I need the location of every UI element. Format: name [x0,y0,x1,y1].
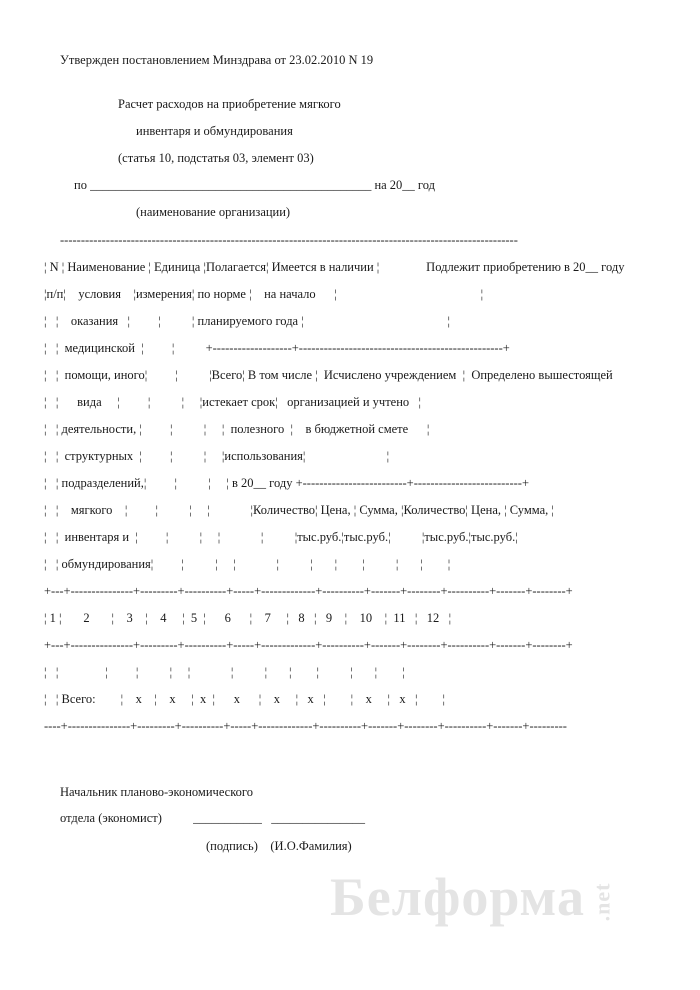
approval-note: Утвержден постановлением Минздрава от 23.02.2010 N 19 [60,53,374,67]
table-line: -------------------------------------------------------------------------------------------------------------- [60,233,518,247]
period-line: по _____________________________________________ на 20__ год [74,178,435,192]
table-line: ¦п/п¦ условия ¦измерения¦ по норме ¦ на начало ¦ ¦ [44,287,484,301]
table-line: ¦ ¦ оказания ¦ ¦ ¦ планируемого года ¦ ¦ [44,314,450,328]
belforma-watermark [330,866,624,928]
table-line: ¦ ¦ медицинской ¦ ¦ +-------------------+-------------------------------------------------+ [44,341,510,355]
organization-caption: (наименование организации) [136,205,291,219]
table-line: +---+---------------+---------+----------+-----+-------------+----------+-------+--------+----------+-------+--------+ [44,584,573,598]
signature-position-line2: отдела (экономист) ___________ _______________ [60,811,366,825]
table-line: ¦ ¦ ¦ ¦ ¦ ¦ ¦ ¦ ¦ ¦ ¦ ¦ ¦ [44,665,405,679]
table-line: ¦ ¦ структурных ¦ ¦ ¦ ¦использования¦ ¦ [44,449,390,463]
table-line: ¦ ¦ деятельности, ¦ ¦ ¦ ¦ полезного ¦ в бюджетной смете ¦ [44,422,430,436]
signature-position-line1: Начальник планово-экономического [60,785,253,799]
watermark-main: Белформа [330,867,585,927]
table-line: +---+---------------+---------+----------+-----+-------------+----------+-------+--------+----------+-------+--------+ [44,638,573,652]
table-line: ¦ 1 ¦ 2 ¦ 3 ¦ 4 ¦ 5 ¦ 6 ¦ 7 ¦ 8 ¦ 9 ¦ 10 ¦ 11 ¦ 12 ¦ [44,611,452,625]
title-line-3: (статья 10, подстатья 03, элемент 03) [118,151,314,165]
title-line-1: Расчет расходов на приобретение мягкого [118,97,341,111]
table-line: ¦ ¦ вида ¦ ¦ ¦ ¦истекает срок¦ организацией и учтено ¦ [44,395,422,409]
table-line: ¦ ¦ подразделений,¦ ¦ ¦ ¦ в 20__ году +-------------------------+--------------------------+ [44,476,530,490]
table-line: ¦ N ¦ Наименование ¦ Единица ¦Полагается¦ Имеется в наличии ¦ Подлежит приобретению в 20__ году [44,260,625,274]
table-line: ¦ ¦ помощи, иного¦ ¦ ¦Всего¦ В том числе ¦ Исчислено учреждением ¦ Определено вышестоящей [44,368,613,382]
table-line: ¦ ¦ обмундирования¦ ¦ ¦ ¦ ¦ ¦ ¦ ¦ ¦ ¦ ¦ [44,557,451,571]
table-line: ¦ ¦ мягкого ¦ ¦ ¦ ¦ ¦Количество¦ Цена, ¦ Сумма, ¦Количество¦ Цена, ¦ Сумма, ¦ [44,503,554,517]
watermark-suffix: .net [589,882,615,922]
signature-captions: (подпись) (И.О.Фамилия) [206,839,352,853]
table-line: ----+---------------+---------+----------+-----+-------------+----------+-------+--------+----------+-------+--------- [44,719,567,733]
title-line-2: инвентаря и обмундирования [136,124,293,138]
table-line: ¦ ¦ инвентаря и ¦ ¦ ¦ ¦ ¦ ¦тыс.руб.¦тыс.руб.¦ ¦тыс.руб.¦тыс.руб.¦ [44,530,518,544]
table-line: ¦ ¦ Всего: ¦ х ¦ х ¦ х ¦ х ¦ х ¦ х ¦ ¦ х ¦ х ¦ ¦ [44,692,446,706]
